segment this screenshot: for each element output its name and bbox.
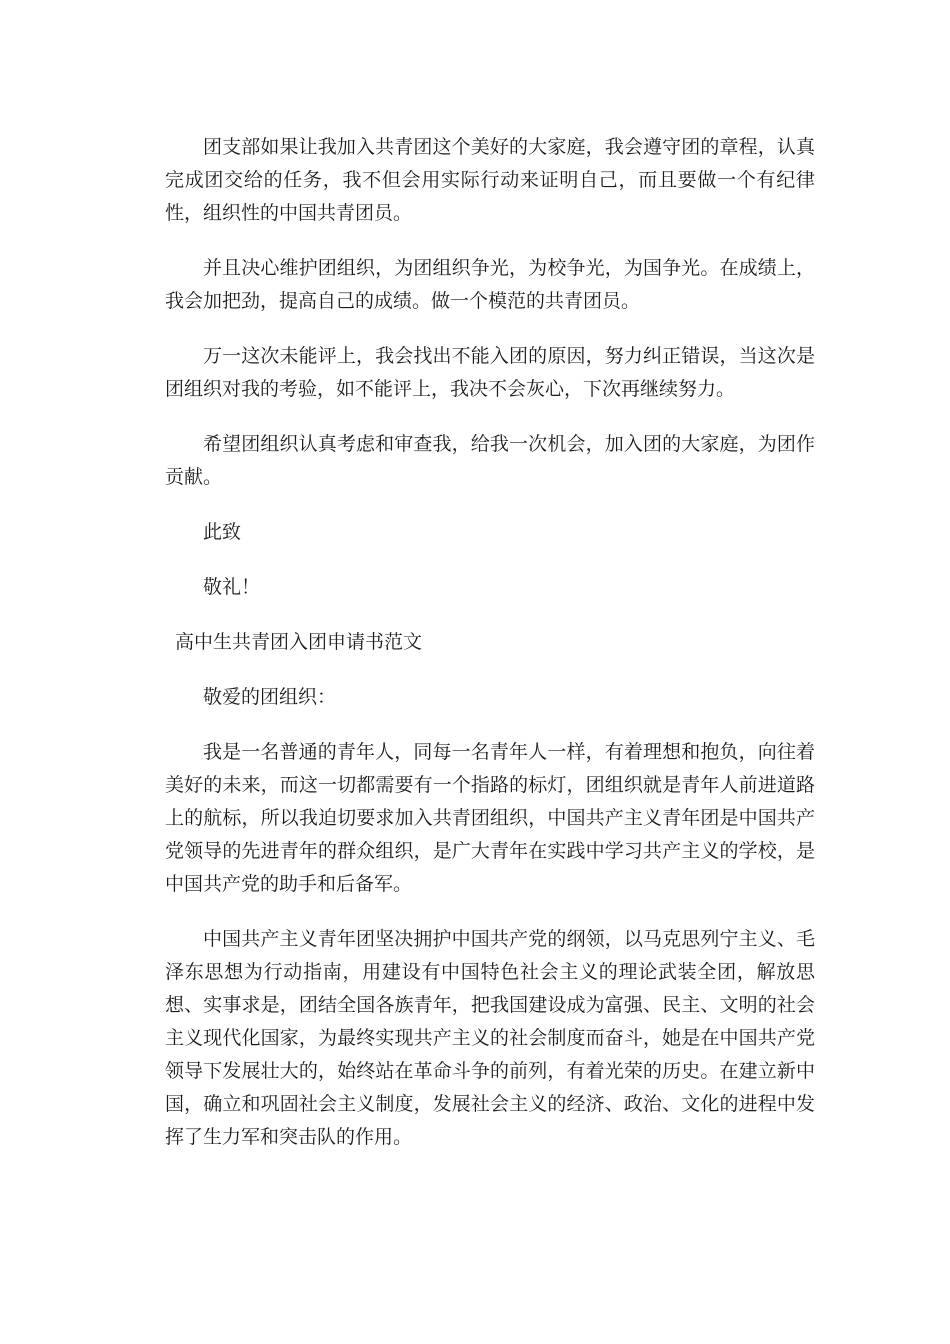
paragraph-if-not-selected: 万一这次未能评上，我会找出不能入团的原因，努力纠正错误，当这次是团组织对我的考验，如不能评上，我决不会灰心，下次再继续努力。 (165, 345, 815, 400)
paragraph-league-program: 中国共产主义青年团坚决拥护中国共产党的纲领，以马克思列宁主义、毛泽东思想为行动指南，用建设有中国特色社会主义的理论武装全团，解放思想、实事求是，团结全国各族青年，把我国建设成为富强、民主、文明的社会主义现代化国家，为最终实现共产主义的社会制度而奋斗，她是在中国共产党领导下发展壮大的，始终站在革命斗争的前列，有着光荣的历史。在建立新中国，确立和巩固社会主义制度，发展社会主义的经济、政治、文化的进程中发挥了生力军和突击队的作用。 (165, 928, 815, 1148)
paragraph-hope: 希望团组织认真考虑和审查我，给我一次机会，加入团的大家庭，为团作贡献。 (165, 433, 815, 488)
paragraph-maintain-organization: 并且决心维护团组织，为团组织争光，为校争光，为国争光。在成绩上，我会加把劲，提高自己的成绩。做一个模范的共青团员。 (165, 257, 815, 312)
paragraph-ordinary-youth: 我是一名普通的青年人，同每一名青年人一样，有着理想和抱负，向往着美好的未来，而这一切都需要有一个指路的标灯，团组织就是青年人前进道路上的航标，所以我迫切要求加入共青团组织，中国共产主义青年团是中国共产党领导的先进青年的群众组织，是广大青年在实践中学习共产主义的学校，是中国共产党的助手和后备军。 (165, 741, 815, 895)
section-title: 高中生共青团入团申请书范文 (175, 631, 423, 653)
closing-jingli: 敬礼！ (203, 576, 261, 598)
paragraph-join-commitment: 团支部如果让我加入共青团这个美好的大家庭，我会遵守团的章程，认真完成团交给的任务，我不但会用实际行动来证明自己，而且要做一个有纪律性，组织性的中国共青团员。 (165, 136, 815, 224)
document-body (165, 131, 815, 1176)
salutation: 敬爱的团组织： (203, 686, 337, 708)
closing-cizhi: 此致 (203, 521, 242, 543)
